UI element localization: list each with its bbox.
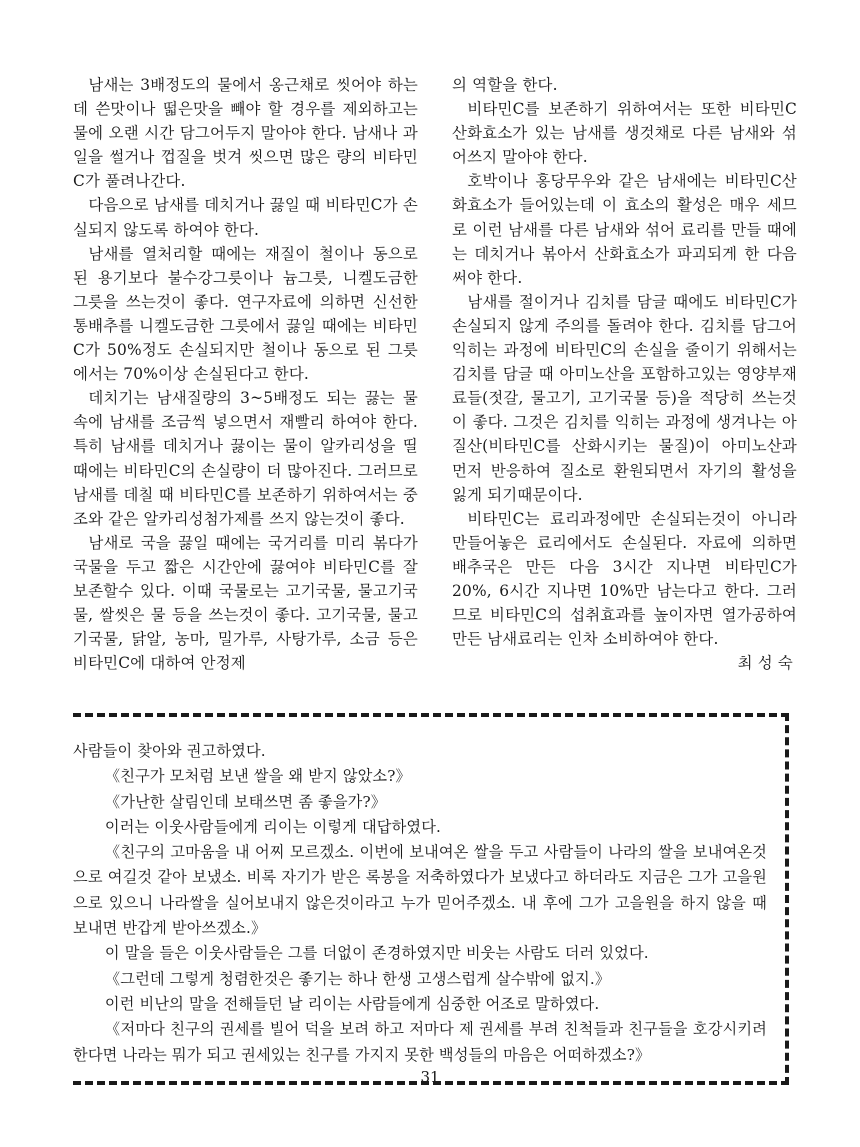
article-right-column bbox=[452, 73, 797, 675]
story-paragraph: 《친구가 모처럼 보낸 쌀을 왜 받지 않았소?》 bbox=[104, 767, 411, 786]
paragraph: 호박이나 홍당무우와 같은 남새에는 비타민C산화효소가 들어있는데 이 효소의 활성은 매우 세므로 이런 남새를 다른 남새와 섞어 료리를 만들 때에는 데치거나 볶아서 산화효소가 파괴되게 한 다음 써야 한다. bbox=[452, 172, 797, 287]
story-paragraph: 《친구의 고마움을 내 어찌 모르겠소. 이번에 보내여온 쌀을 두고 사람들이 나라의 쌀을 보내여온것으로 여길것 같아 보냈소. 비록 자기가 받은 록봉을 저축하였다가 보냈다고 하더라도 지금은 그가 고을원으로 있으니 나라쌀을 실어보내지 않은것이라고 누가 믿어주겠소. 내 후에 그가 고을원을 하지 않을 때 보내면 반갑게 받아쓰겠소.》 bbox=[73, 843, 767, 938]
paragraph: 의 역할을 한다. bbox=[452, 76, 558, 94]
paragraph: 남새로 국을 끓일 때에는 국거리를 미리 볶다가 국물을 두고 짧은 시간안에 끓여야 비타민C를 잘 보존할수 있다. 이때 국물로는 고기국물, 물고기국물, 쌀씻은 물 등을 쓰는것이 좋다. 고기국물, 물고기국물, 닭알, 농마, 밀가루, 사탕가루, 소금 등은 비타민C에 대하여 안정제 bbox=[73, 533, 418, 673]
paragraph: 남새를 열처리할 때에는 재질이 철이나 동으로 된 용기보다 불수강그릇이나 늄그릇, 니켈도금한 그릇을 쓰는것이 좋다. 연구자료에 의하면 신선한 통배추를 니켈도금한 그릇에서 끓일 때에는 비타민C가 50%정도 손실되지만 철이나 동으로 된 그릇에서는 70%이상 손실된다고 한다. bbox=[73, 244, 418, 384]
story-paragraph: 《저마다 친구의 권세를 빌어 덕을 보려 하고 저마다 제 권세를 부려 친척들과 친구들을 호강시키려 한다면 나라는 뭐가 되고 권세있는 친구를 가지지 못한 백성들의 마음은 어떠하겠소?》 bbox=[73, 1020, 767, 1064]
story-text bbox=[73, 739, 767, 1068]
story-paragraph: 이런 비난의 말을 전해들던 날 리이는 사람들에게 심중한 어조로 말하였다. bbox=[104, 994, 600, 1013]
story-paragraph: 《그런데 그렇게 청렴한것은 좋기는 하나 한생 고생스럽게 살수밖에 없지.》 bbox=[104, 969, 611, 988]
paragraph: 남새는 3배정도의 물에서 옹근채로 씻어야 하는데 쓴맛이나 떫은맛을 빼야 할 경우를 제외하고는 물에 오랜 시간 담그어두지 말아야 한다. 남새나 과일을 썰거나 껍질을 벗겨 씻으면 많은 량의 비타민C가 풀려나간다. bbox=[73, 76, 418, 191]
paragraph: 비타민C는 료리과정에만 손실되는것이 아니라 만들어놓은 료리에서도 손실된다. 자료에 의하면 배추국은 만든 다음 3시간 지나면 비타민C가 20%, 6시간 지나면 10%만 남는다고 한다. 그러므로 비타민C의 섭취효과를 높이자면 열가공하여 만든 남새료리는 인차 소비하여야 한다. bbox=[452, 509, 797, 649]
paragraph: 비타민C를 보존하기 위하여서는 또한 비타민C산화효소가 있는 남새를 생것채로 다른 남새와 섞어쓰지 말아야 한다. bbox=[452, 100, 797, 167]
story-paragraph: 사람들이 찾아와 권고하였다. bbox=[73, 742, 266, 760]
paragraph: 다음으로 남새를 데치거나 끓일 때 비타민C가 손실되지 않도록 하여야 한다. bbox=[73, 196, 418, 239]
article-left-column bbox=[73, 73, 418, 675]
story-box bbox=[73, 713, 789, 1085]
paragraph: 데치기는 남새질량의 3~5배정도 되는 끓는 물속에 남새를 조금씩 넣으면서 재빨리 하여야 한다. 특히 남새를 데치거나 끓이는 물이 알카리성을 띨 때에는 비타민C의 손실량이 더 많아진다. 그러므로 남새를 데칠 때 비타민C를 보존하기 위하여서는 중조와 같은 알카리성첨가제를 쓰지 않는것이 좋다. bbox=[73, 389, 418, 528]
story-paragraph: 이 말을 들은 이웃사람들은 그를 더없이 존경하였지만 비웃는 사람도 더러 있었다. bbox=[104, 944, 649, 963]
page-number: 31 bbox=[420, 1068, 440, 1086]
author-name: 최 성 숙 bbox=[737, 654, 793, 673]
story-paragraph: 《가난한 살림인데 보태쓰면 좀 좋을가?》 bbox=[104, 792, 387, 811]
story-paragraph: 이러는 이웃사람들에게 리이는 이렇게 대답하였다. bbox=[104, 817, 442, 836]
paragraph: 남새를 절이거나 김치를 담글 때에도 비타민C가 손실되지 않게 주의를 돌려야 한다. 김치를 담그어 익히는 과정에 비타민C의 손실을 줄이기 위해서는 김치를 담글 때 아미노산을 포함하고있는 영양부재료들(젓갈, 물고기, 고기국물 등)을 적당히 쓰는것이 좋다. 그것은 김치를 익히는 과정에 생겨나는 아질산(비타민C를 산화시키는 물질)이 아미노산과 먼저 반응하여 질소로 환원되면서 자기의 활성을 잃게 되기때문이다. bbox=[452, 292, 797, 504]
